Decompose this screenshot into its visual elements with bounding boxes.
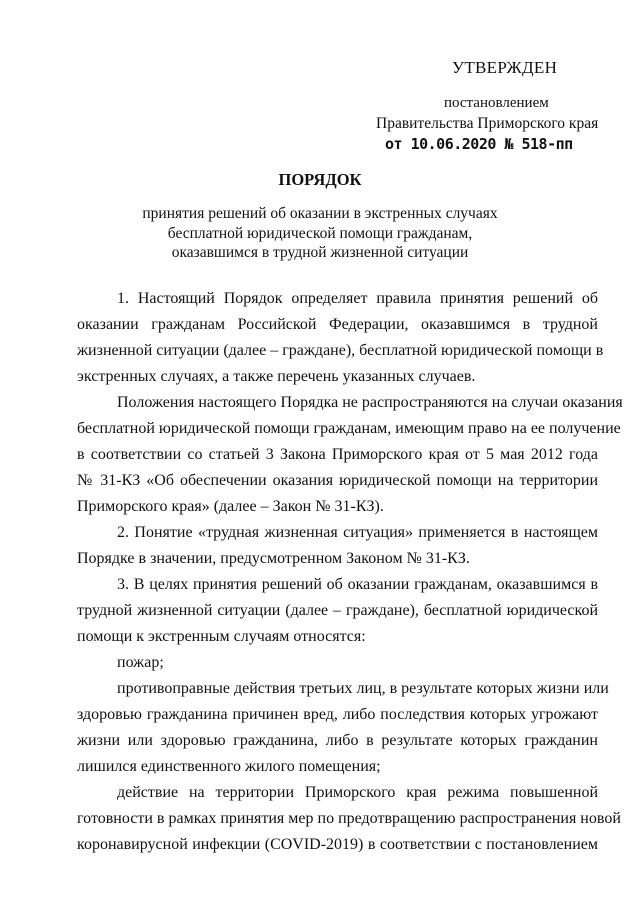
body-line: № 31-КЗ «Об обеспечении оказания юридической помощи на территории [77, 472, 598, 489]
body-line: жизненной ситуации (далее – граждане), бесплатной юридической помощи в [77, 342, 604, 359]
body-line: помощи к экстренным случаям относятся: [77, 628, 366, 645]
government-line: Правительства Приморского края [376, 115, 599, 132]
body-line: противоправные действия третьих лиц, в результате которых жизни или [117, 680, 609, 697]
body-line: оказании гражданам Российской Федерации, оказавшимся в трудной [77, 316, 598, 333]
body-line: Положения настоящего Порядка не распространяются на случаи оказания [117, 394, 623, 411]
document-subtitle-line: принятия решений об оказании в экстренных случаях [142, 205, 498, 222]
body-line: здоровью гражданина причинен вред, либо последствия которых угрожают [77, 706, 598, 723]
body-line: коронавирусной инфекции (COVID-2019) в соответствии с постановлением [77, 836, 598, 853]
decree-date-number: от 10.06.2020 № 518-пп [385, 135, 573, 153]
body-line: пожар; [117, 654, 164, 671]
body-line: готовности в рамках принятия мер по предотвращению распространения новой [77, 810, 621, 827]
body-line: действие на территории Приморского края режима повышенной [117, 784, 598, 801]
body-line: 3. В целях принятия решений об оказании гражданам, оказавшимся в [117, 576, 598, 593]
approved-heading: УТВЕРЖДЕН [452, 58, 558, 77]
body-line: жизни или здоровью гражданина, либо в результате которых гражданин [77, 732, 598, 749]
body-line: Приморского края» (далее – Закон № 31-КЗ). [77, 498, 384, 515]
body-line: бесплатной юридической помощи гражданам, имеющим право на ее получение [77, 420, 621, 437]
body-line: Порядке в значении, предусмотренном Законом № 31-КЗ. [77, 550, 470, 567]
body-line: 1. Настоящий Порядок определяет правила принятия решений об [117, 290, 598, 307]
document-subtitle-line: оказавшимся в трудной жизненной ситуации [171, 244, 469, 261]
body-line: лишился единственного жилого помещения; [77, 758, 381, 775]
body-line: экстренных случаях, а также перечень указанных случаев. [77, 368, 476, 385]
decree-line: постановлением [444, 95, 549, 111]
document-title: ПОРЯДОК [278, 170, 362, 189]
body-line: трудной жизненной ситуации (далее – граждане), бесплатной юридической [77, 602, 598, 619]
body-line: в соответствии со статьей 3 Закона Приморского края от 5 мая 2012 года [77, 446, 598, 463]
body-line: 2. Понятие «трудная жизненная ситуация» применяется в настоящем [117, 524, 598, 541]
document-subtitle-line: бесплатной юридической помощи гражданам, [167, 225, 473, 242]
